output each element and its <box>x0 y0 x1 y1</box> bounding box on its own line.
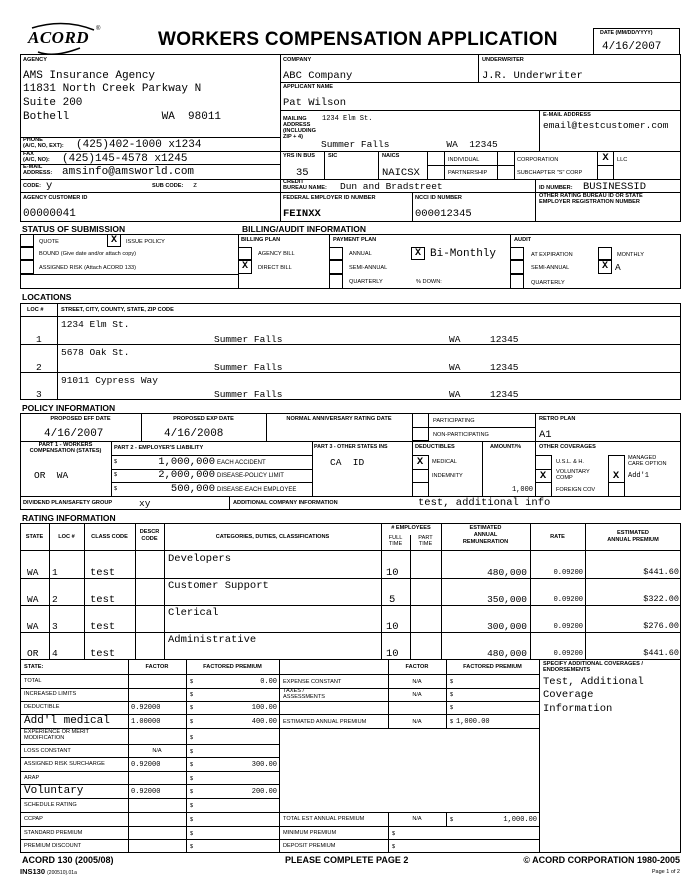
limit-each-accident[interactable]: 1,000,000 <box>158 456 215 468</box>
complete-page-2-note: PLEASE COMPLETE PAGE 2 <box>285 855 409 865</box>
bound-checkbox[interactable] <box>20 247 34 260</box>
company-name[interactable]: ABC Company <box>283 70 353 82</box>
additional-coverages-line-1[interactable]: Test, Additional <box>543 676 644 688</box>
acord-logo: ACORD ® <box>24 22 104 56</box>
registered-icon: ® <box>96 26 101 32</box>
other-coverage-checkbox[interactable]: X <box>612 470 620 482</box>
dividend-plan[interactable]: xy <box>139 498 151 509</box>
additional-company-info[interactable]: test, additional info <box>418 497 551 509</box>
policy-section-title: POLICY INFORMATION <box>22 403 116 413</box>
underwriter-name[interactable]: J.R. Underwriter <box>482 70 583 82</box>
limit-disease-employee[interactable]: 500,000 <box>170 483 215 495</box>
customer-email[interactable]: email@testcustomer.com <box>543 120 669 131</box>
proposed-exp-date[interactable]: 4/16/2008 <box>164 428 224 440</box>
part3-states[interactable]: CA ID <box>330 457 365 468</box>
assigned-risk-checkbox[interactable] <box>20 260 34 274</box>
ncci-id-number[interactable]: 000012345 <box>415 208 472 220</box>
audit-quarterly-checkbox[interactable] <box>510 274 524 289</box>
direct-bill-checkbox[interactable]: X <box>238 260 252 274</box>
copyright: © ACORD CORPORATION 1980-2005 <box>523 855 680 865</box>
business-id-number[interactable]: BUSINESSID <box>583 181 647 193</box>
voluntary-comp-checkbox[interactable]: X <box>539 470 547 482</box>
audit-other-checkbox[interactable]: X <box>598 260 612 274</box>
quarterly-checkbox[interactable] <box>329 274 343 289</box>
additional-coverages-line-2[interactable]: Coverage <box>543 689 594 701</box>
agency-customer-id[interactable]: 00000041 <box>23 208 76 220</box>
locations-section-title: LOCATIONS <box>22 292 72 302</box>
part1-states[interactable]: OR WA <box>34 470 69 481</box>
page-number: Page 1 of 2 <box>651 869 680 875</box>
proposed-eff-date[interactable]: 4/16/2007 <box>44 428 104 440</box>
billing-section-title: BILLING/AUDIT INFORMATION <box>242 224 367 234</box>
agency-city-state-zip[interactable]: Bothell WA 98011 <box>23 111 222 123</box>
agency-name[interactable]: AMS Insurance Agency <box>23 70 156 82</box>
retro-plan[interactable]: A1 <box>539 429 552 441</box>
rating-table <box>20 523 681 660</box>
credit-bureau-name[interactable]: Dun and Bradstreet <box>340 181 443 192</box>
payment-other-checkbox[interactable]: X <box>411 247 425 260</box>
non-participating-checkbox[interactable] <box>412 427 429 441</box>
limit-disease-policy[interactable]: 2,000,000 <box>158 469 215 481</box>
rating-section-title: RATING INFORMATION <box>22 513 116 523</box>
agency-address2[interactable]: Suite 200 <box>23 97 83 109</box>
quote-checkbox[interactable] <box>20 234 34 247</box>
medical-checkbox[interactable]: X <box>416 456 424 468</box>
status-section-title: STATUS OF SUBMISSION <box>22 224 126 234</box>
agency-address[interactable]: 11831 North Creek Parkway N <box>23 83 202 95</box>
years-in-business[interactable]: 35 <box>296 167 309 179</box>
date-field[interactable]: 4/16/2007 <box>602 41 662 53</box>
additional-coverages-line-3[interactable]: Information <box>543 703 613 715</box>
llc-checkbox[interactable]: X <box>602 152 609 164</box>
ins-id: INS130 (200510).01a <box>20 867 77 876</box>
audit-other-value[interactable]: A <box>615 262 621 273</box>
agency-subcode[interactable]: z <box>193 182 198 190</box>
audit-semi-annual-checkbox[interactable] <box>510 260 524 274</box>
issue-policy-checkbox[interactable]: X <box>107 234 121 247</box>
fein-field[interactable]: FEINXX <box>283 208 321 220</box>
mailing-street[interactable]: 1234 Elm St. <box>322 115 373 123</box>
other-coverage-value[interactable]: Add'1 <box>628 472 650 480</box>
page-title: WORKERS COMPENSATION APPLICATION <box>158 29 558 50</box>
mailing-city-state-zip[interactable]: Summer Falls WA 12345 <box>321 139 498 150</box>
payment-other-value[interactable]: Bi-Monthly <box>430 248 497 260</box>
agency-email[interactable]: amsinfo@amsworld.com <box>62 166 195 178</box>
agency-bill-checkbox[interactable] <box>238 247 252 260</box>
deductible-amount[interactable]: 1,000 <box>511 486 533 494</box>
naics-code[interactable]: NAICSX <box>382 167 420 179</box>
at-expiration-checkbox[interactable] <box>510 247 524 260</box>
agency-code[interactable]: y <box>46 180 53 192</box>
agency-fax[interactable]: (425)145-4578 x1245 <box>62 153 188 165</box>
agency-phone[interactable]: (425)402-1000 x1234 <box>76 139 202 151</box>
semi-annual-checkbox[interactable] <box>329 260 343 274</box>
participating-checkbox[interactable] <box>412 413 429 428</box>
monthly-checkbox[interactable] <box>598 247 612 260</box>
annual-checkbox[interactable] <box>329 247 343 260</box>
form-id: ACORD 130 (2005/08) <box>22 855 114 865</box>
applicant-name[interactable]: Pat Wilson <box>283 97 347 109</box>
